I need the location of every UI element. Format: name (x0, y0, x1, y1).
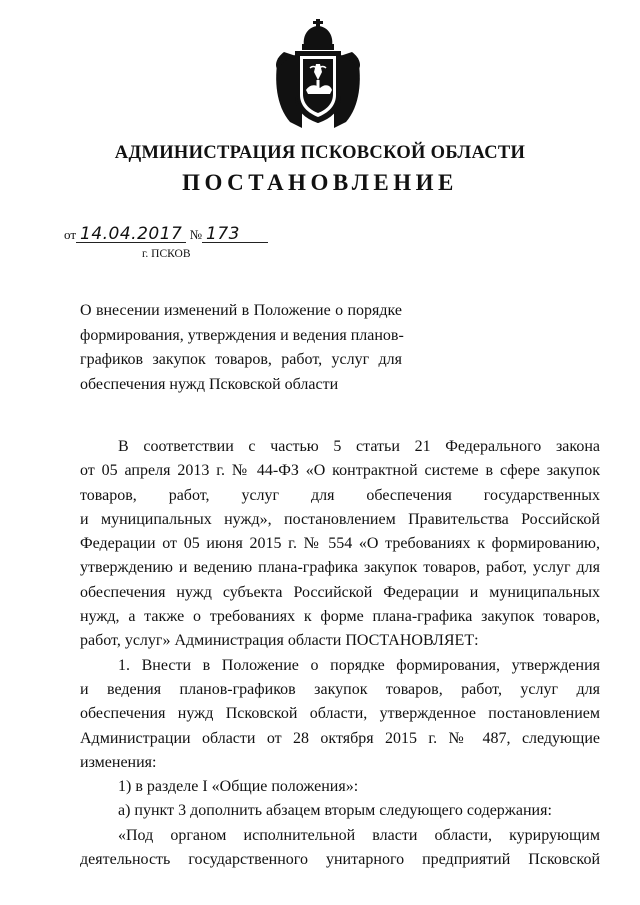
body-line: нужд, а также о требованиях к форме плана-графика закупок товаров, (80, 608, 600, 626)
body-line: обеспечения нужд субъекта Российской Федерации и муниципальных (80, 583, 600, 601)
body-line: от 05 апреля 2013 г. № 44-ФЗ «О контрактной системе в сфере закупок (80, 462, 600, 480)
pskov-coat-of-arms-icon (272, 18, 364, 130)
body-line: утверждению и ведению плана-графика закупок товаров, работ, услуг для (80, 559, 600, 577)
body-line: Администрации области от 28 октября 2015 г. № 487, следующие (80, 729, 600, 747)
body-line: и ведения планов-графиков закупок товаров, работ, услуг для (80, 680, 600, 698)
body-line: «Под органом исполнительной власти области, курирующим (118, 826, 600, 844)
body-line: товаров, работ, услуг для обеспечения государственных (80, 486, 600, 504)
body-line: деятельность государственного унитарного предприятий Псковской (80, 851, 600, 869)
city-label: г. ПСКОВ (142, 248, 191, 260)
body-line: 1) в разделе I «Общие положения»: (118, 778, 359, 796)
body-line: В соответствии с частью 5 статьи 21 Федерального закона (118, 438, 600, 455)
body-line: а) пункт 3 дополнить абзацем вторым следующего содержания: (118, 802, 552, 820)
document-number: 173 (202, 226, 268, 243)
number-prefix: № (189, 227, 203, 242)
body-line: обеспечения нужд Псковской области, утвержденное постановлением (80, 705, 600, 723)
document-type-title: ПОСТАНОВЛЕНИЕ (182, 170, 458, 195)
subject-line: обеспечения нужд Псковской области (80, 375, 339, 393)
organization-title: АДМИНИСТРАЦИЯ ПСКОВСКОЙ ОБЛАСТИ (114, 143, 526, 163)
document-body (80, 435, 600, 872)
subject-line: О внесении изменений в Положение о порядке (80, 302, 402, 319)
document-subject (80, 299, 402, 397)
body-line: работ, услуг» Администрация области ПОСТАНОВЛЯЕТ: (80, 632, 479, 650)
document-reference (64, 226, 268, 243)
subject-line: графиков закупок товаров, работ, услуг для (80, 351, 402, 368)
body-line: и муниципальных нужд», постановлением Правительства Российской (80, 510, 600, 528)
subject-line: формирования, утверждения и ведения планов- (80, 326, 404, 344)
date-prefix: от (64, 227, 77, 242)
document-date: 14.04.2017 (76, 226, 186, 243)
body-line: 1. Внести в Положение о порядке формирования, утверждения (118, 656, 600, 674)
body-line: изменения: (80, 753, 157, 771)
body-line: Федерации от 05 июня 2015 г. № 554 «О требованиях к формированию, (80, 535, 600, 553)
